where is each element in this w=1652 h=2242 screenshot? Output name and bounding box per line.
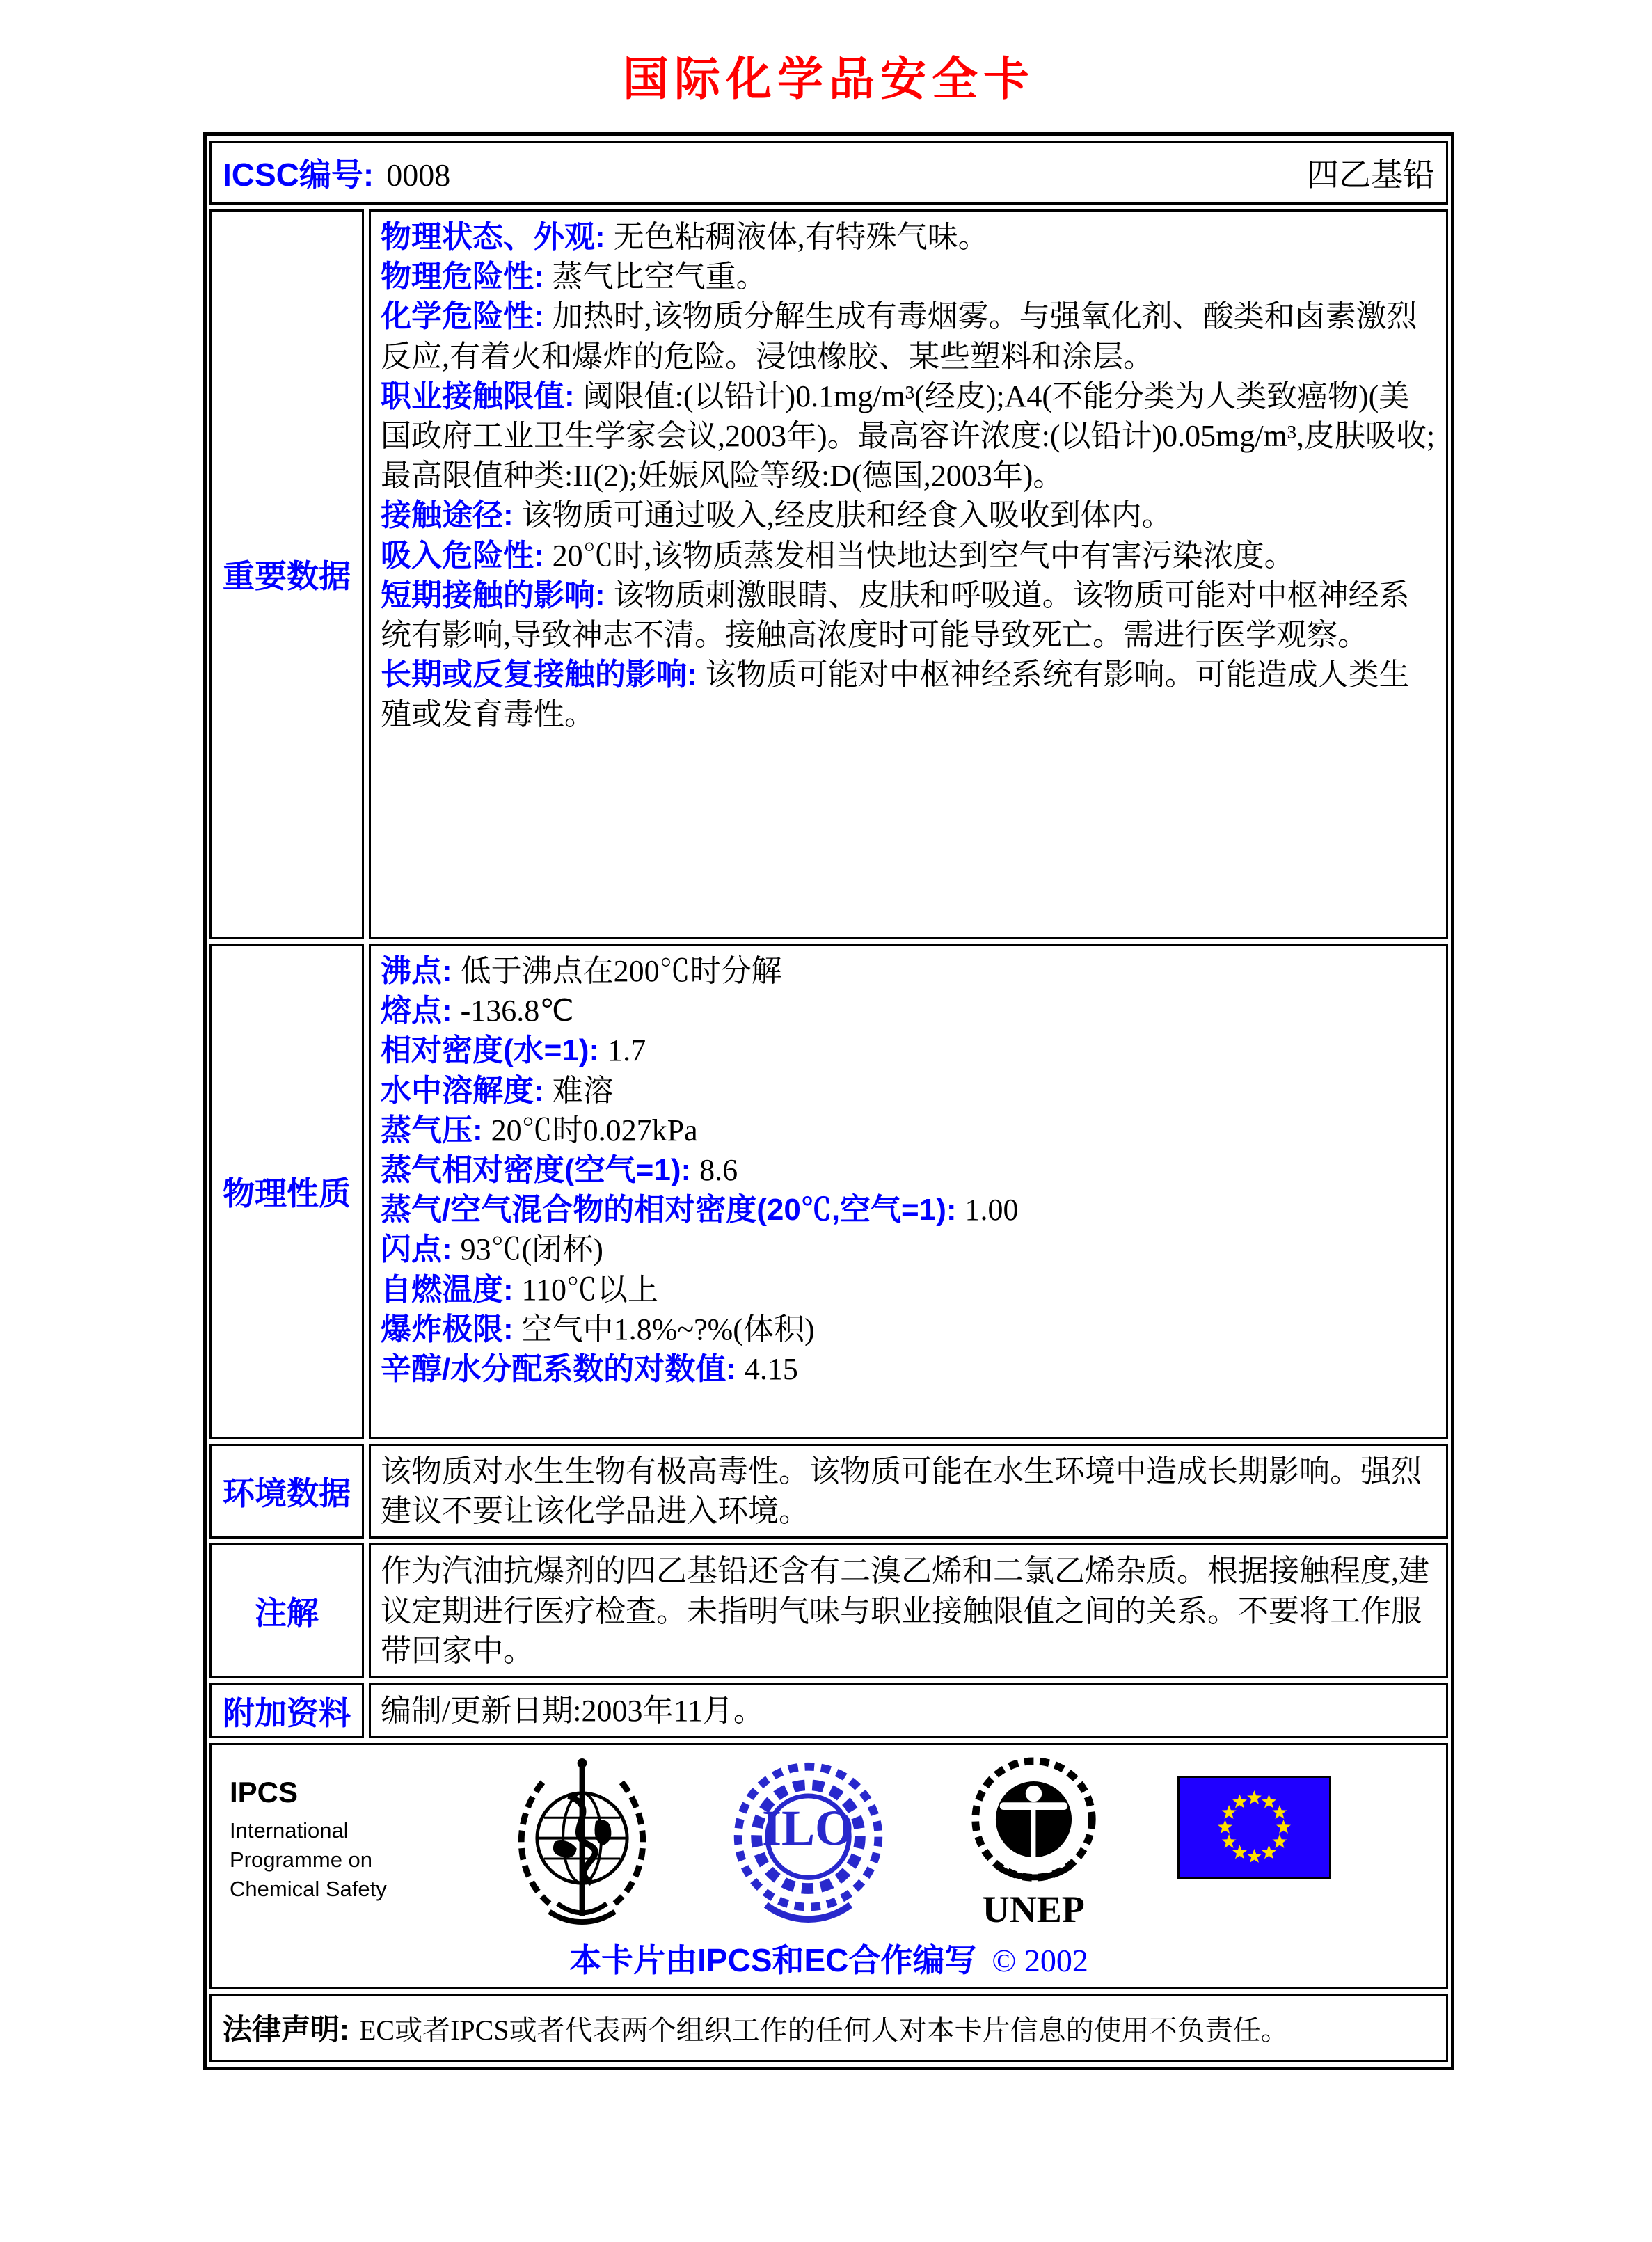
property-paragraph	[381, 495, 1436, 535]
additional-info-row	[209, 1683, 1448, 1738]
property-label: 水中溶解度:	[381, 1073, 544, 1108]
property-label: 短期接触的影响:	[381, 578, 605, 612]
additional-info-content	[369, 1683, 1448, 1738]
physical-properties-row-label: 物理性质	[223, 1175, 351, 1211]
icsc-number-pair	[223, 150, 450, 196]
property-paragraph	[381, 217, 1436, 257]
property-label: 接触途径:	[381, 498, 514, 533]
ipcs-line1: International	[230, 1818, 349, 1843]
property-text: 93℃(闭杯)	[460, 1232, 603, 1267]
ipcs-line3: Chemical Safety	[230, 1876, 387, 1901]
property-text: 110℃以上	[521, 1272, 659, 1307]
logos-row	[209, 1743, 1448, 1989]
important-data-content	[369, 209, 1448, 939]
property-text: 蒸气比空气重。	[552, 260, 767, 294]
property-label: 蒸气压:	[381, 1113, 483, 1147]
header-row	[209, 141, 1448, 205]
environment-data-content	[369, 1444, 1448, 1539]
property-text: 加热时,该物质分解生成有毒烟雾。与强氧化剂、酸类和卤素激烈反应,有着火和爆炸的危险。浸蚀橡胶、某些塑料和涂层。	[381, 299, 1417, 374]
property-paragraph	[381, 655, 1436, 734]
property-text: 1.7	[607, 1033, 646, 1068]
property-label: 物理危险性:	[381, 260, 544, 294]
property-text: 8.6	[699, 1152, 738, 1187]
property-label: 自燃温度:	[381, 1272, 514, 1307]
property-text: 1.00	[964, 1193, 1019, 1227]
additional-info-label-cell	[209, 1683, 364, 1738]
additional-info-row-label: 附加资料	[223, 1694, 351, 1731]
icsc-card-table	[203, 132, 1454, 2070]
caption-text: 本卡片由IPCS和EC合作编写	[569, 1942, 977, 1979]
property-text: 该物质可能对中枢神经系统有影响。可能造成人类生殖或发育毒性。	[381, 658, 1410, 732]
property-label: 闪点:	[381, 1232, 452, 1267]
ipcs-text-block	[230, 1756, 438, 1904]
property-paragraph	[381, 1071, 1436, 1111]
legal-text: EC或者IPCS或者代表两个组织工作的任何人对本卡片信息的使用不负责任。	[359, 2014, 1289, 2046]
property-label: 化学危险性:	[381, 299, 544, 334]
property-label: 职业接触限值:	[381, 379, 575, 413]
property-paragraph	[381, 257, 1436, 296]
property-paragraph	[381, 1230, 1436, 1269]
physical-properties-row	[209, 944, 1448, 1439]
copyright: © 2002	[992, 1943, 1088, 1979]
property-label: 沸点:	[381, 954, 452, 988]
important-data-row	[209, 209, 1448, 939]
property-label: 蒸气相对密度(空气=1):	[381, 1152, 692, 1187]
header-cell	[209, 141, 1448, 205]
property-paragraph	[381, 1349, 1436, 1389]
environment-data-text: 该物质对水生生物有极高毒性。该物质可能在水生环境中造成长期影响。强烈建议不要让该化学品进入环境。	[381, 1454, 1422, 1529]
property-label: 辛醇/水分配系数的对数值:	[381, 1351, 736, 1386]
property-paragraph	[381, 1310, 1436, 1349]
property-paragraph	[381, 1031, 1436, 1070]
property-label: 蒸气/空气混合物的相对密度(20℃,空气=1):	[381, 1193, 957, 1227]
environment-data-label-cell	[209, 1444, 364, 1539]
property-label: 熔点:	[381, 994, 452, 1028]
notes-text: 作为汽油抗爆剂的四乙基铅还含有二溴乙烯和二氯乙烯杂质。根据接触程度,建议定期进行医疗检查。未指明气味与职业接触限值之间的关系。不要将工作服带回家中。	[381, 1554, 1429, 1668]
unep-word: UNEP	[982, 1889, 1085, 1931]
environment-data-row-label: 环境数据	[223, 1475, 351, 1512]
property-text: 该物质可通过吸入,经皮肤和经食入吸收到体内。	[521, 498, 1173, 533]
property-paragraph	[381, 575, 1436, 655]
property-paragraph	[381, 951, 1436, 991]
environment-data-row	[209, 1444, 1448, 1539]
eu-flag-icon	[1177, 1776, 1331, 1879]
property-paragraph	[381, 991, 1436, 1031]
logos-cell	[209, 1743, 1448, 1989]
legal-label: 法律声明:	[223, 2013, 349, 2046]
property-text: 空气中1.8%~?%(体积)	[521, 1312, 815, 1346]
physical-properties-content	[369, 944, 1448, 1439]
property-text: -136.8℃	[460, 994, 574, 1028]
property-label: 爆炸极限:	[381, 1312, 514, 1346]
property-label: 吸入危险性:	[381, 538, 544, 573]
physical-properties-label-cell	[209, 944, 364, 1439]
notes-label-cell	[209, 1543, 364, 1678]
chemical-name: 四乙基铅	[1307, 157, 1435, 193]
who-logo-icon	[500, 1756, 664, 1930]
property-label: 长期或反复接触的影响:	[381, 658, 697, 692]
property-text: 阈限值:(以铅计)0.1mg/m³(经皮);A4(不能分类为人类致癌物)(美国政府工业卫生学家会议,2003年)。最高容许浓度:(以铅计)0.05mg/m³,皮肤吸收;最高限值种类:II(2);妊娠风险等级:D(德国,2003年)。	[381, 379, 1436, 493]
property-paragraph	[381, 296, 1436, 376]
logos-strip	[212, 1756, 1446, 1931]
cooperation-caption	[212, 1935, 1446, 1981]
legal-cell	[209, 1994, 1448, 2062]
property-paragraph	[381, 1150, 1436, 1190]
property-label: 物理状态、外观:	[381, 220, 605, 254]
important-data-row-label: 重要数据	[223, 558, 351, 594]
property-text: 难溶	[552, 1073, 614, 1108]
important-data-label-cell	[209, 209, 364, 939]
page-title: 国际化学品安全卡	[623, 54, 1035, 105]
icsc-number-label: ICSC编号:	[223, 157, 374, 193]
property-paragraph	[381, 1270, 1436, 1310]
ipcs-line2: Programme on	[230, 1847, 373, 1872]
ilo-letters: ILO	[761, 1800, 855, 1857]
unep-logo-icon	[952, 1756, 1115, 1931]
ipcs-acronym: IPCS	[230, 1776, 299, 1809]
property-paragraph	[381, 376, 1436, 496]
property-text: 该物质刺激眼睛、皮肤和呼吸道。该物质可能对中枢神经系统有影响,导致神志不清。接触高浓度时可能导致死亡。需进行医学观察。	[381, 578, 1410, 652]
property-text: 20℃时,该物质蒸发相当快地达到空气中有害污染浓度。	[552, 538, 1295, 573]
additional-info-text: 编制/更新日期:2003年11月。	[381, 1693, 764, 1728]
legal-row	[209, 1994, 1448, 2062]
icsc-number-value: 0008	[386, 157, 451, 193]
property-label: 相对密度(水=1):	[381, 1033, 600, 1068]
property-text: 无色粘稠液体,有特殊气味。	[613, 220, 989, 254]
notes-content	[369, 1543, 1448, 1678]
property-text: 20℃时0.027kPa	[491, 1113, 698, 1147]
property-text: 低于沸点在200℃时分解	[460, 954, 782, 988]
property-paragraph	[381, 536, 1436, 575]
ilo-logo-icon	[726, 1756, 890, 1930]
notes-row-label: 注解	[255, 1595, 319, 1632]
property-paragraph	[381, 1111, 1436, 1150]
property-text: 4.15	[744, 1351, 798, 1386]
notes-row	[209, 1543, 1448, 1678]
property-paragraph	[381, 1190, 1436, 1230]
